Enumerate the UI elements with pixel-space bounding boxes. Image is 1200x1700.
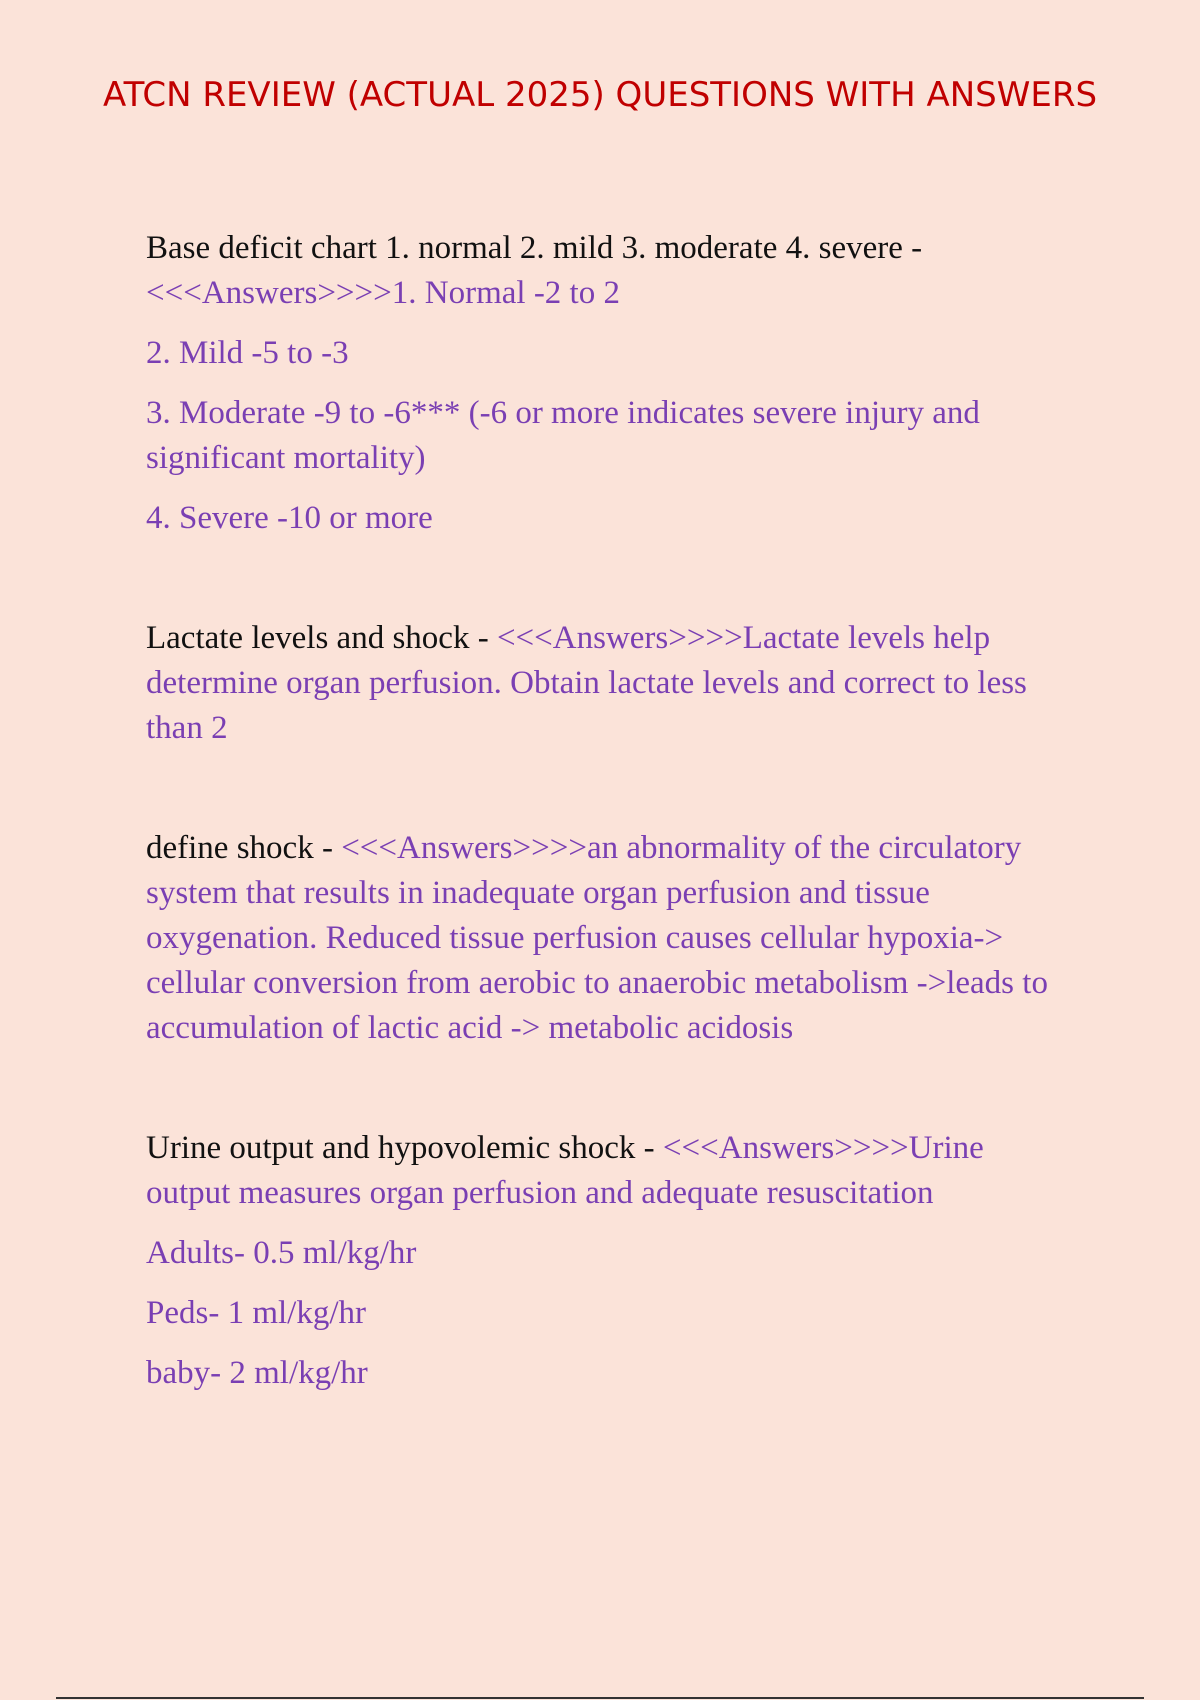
answer-line: Peds- 1 ml/kg/hr bbox=[146, 1295, 366, 1331]
answer-text: Urine output measures organ perfusion and adequate resuscitation bbox=[146, 1130, 984, 1211]
qa-item-lactate bbox=[146, 616, 1056, 751]
answer-marker: <<<Answers>>>> bbox=[496, 620, 743, 656]
question-text: Urine output and hypovolemic shock - bbox=[146, 1130, 663, 1166]
qa-question-line bbox=[146, 826, 1056, 1051]
answer-line: baby- 2 ml/kg/hr bbox=[146, 1355, 368, 1391]
qa-item-define-shock bbox=[146, 826, 1056, 1051]
answer-line: 4. Severe -10 or more bbox=[146, 500, 433, 536]
answer-line: 3. Moderate -9 to -6*** (-6 or more indicates severe injury and significant mortality) bbox=[146, 395, 980, 476]
answer-line: Adults- 0.5 ml/kg/hr bbox=[146, 1235, 417, 1271]
question-text: Lactate levels and shock - bbox=[146, 620, 497, 656]
answer-marker: <<<Answers>>>> bbox=[146, 275, 392, 311]
answer-line: 2. Mild -5 to -3 bbox=[146, 335, 349, 371]
qa-item-base-deficit bbox=[146, 226, 1056, 541]
answer-text: 1. Normal -2 to 2 bbox=[391, 275, 620, 311]
qa-item-urine-output bbox=[146, 1126, 1056, 1396]
qa-question-line bbox=[146, 1126, 1056, 1216]
qa-question-line bbox=[146, 226, 1056, 316]
document-body bbox=[146, 226, 1056, 1396]
answer-text: an abnormality of the circulatory system that results in inadequate organ perfusion and tissue oxygenation. Reduced tissue perfusion causes cellular hypoxia-> cellular conversion from aerobic to anaerobic metabolism ->leads to accumulation of lactic acid -> metabolic acidosis bbox=[146, 830, 1048, 1046]
answer-text: Lactate levels help determine organ perfusion. Obtain lactate levels and correct to less than 2 bbox=[146, 620, 1027, 746]
question-text: define shock - bbox=[146, 830, 342, 866]
document-title: ATCN REVIEW (ACTUAL 2025) QUESTIONS WITH ANSWERS bbox=[102, 75, 1098, 115]
answer-marker: <<<Answers>>>> bbox=[341, 830, 587, 866]
qa-question-line bbox=[146, 616, 1056, 751]
question-text: Base deficit chart 1. normal 2. mild 3. moderate 4. severe - bbox=[146, 230, 923, 266]
answer-marker: <<<Answers>>>> bbox=[662, 1130, 909, 1166]
footer-divider bbox=[56, 1697, 1144, 1699]
